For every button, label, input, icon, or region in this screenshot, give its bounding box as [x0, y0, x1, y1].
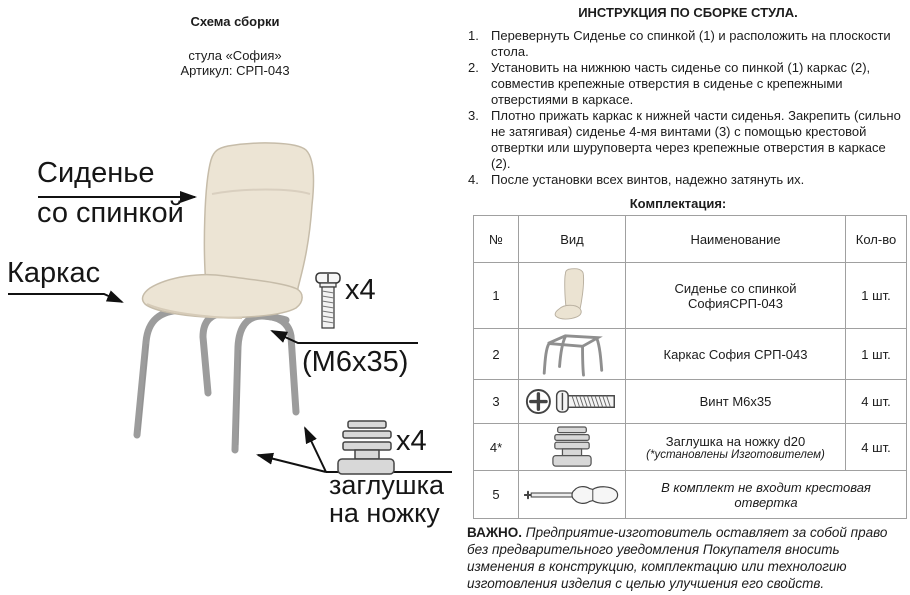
label-seat-line2: со спинкой [37, 197, 184, 229]
label-plug-qty: х4 [396, 425, 427, 457]
instruction-text: Перевернуть Сиденье со спинкой (1) и расположить на плоскости стола. [491, 28, 891, 59]
important-label: ВАЖНО. [467, 525, 523, 540]
row-name: Заглушка на ножку d20 [665, 433, 806, 449]
row-num: 1 [474, 263, 519, 329]
important-note [467, 524, 909, 592]
leg-plug-icon [550, 426, 594, 468]
table-row [474, 263, 907, 329]
row-num: 5 [474, 471, 519, 519]
instruction-item [468, 108, 908, 172]
row-qty: 4 шт. [846, 380, 907, 424]
table-row [474, 471, 907, 519]
table-row [474, 424, 907, 471]
label-frame: Каркас [7, 257, 101, 289]
row-name: Сиденье со спинкой [674, 280, 797, 296]
row-name-cell [626, 380, 846, 424]
seat-with-back-icon [553, 266, 591, 326]
label-screw-qty: х4 [345, 274, 376, 306]
row-num: 4* [474, 424, 519, 471]
frame-icon [536, 331, 608, 377]
parts-table-header-row [474, 216, 907, 263]
leg-plug-icon [338, 421, 394, 474]
screw-icon [524, 387, 620, 417]
row-num: 2 [474, 329, 519, 380]
instruction-text: После установки всех винтов, надежно затянуть их. [491, 172, 805, 187]
plug-callout-arrow-2 [258, 455, 326, 472]
row-name2: СофияСРП-043 [687, 295, 784, 311]
assembly-instructions [468, 5, 908, 188]
row-view [519, 329, 626, 380]
frame-callout-line [8, 294, 122, 302]
screwdriver-icon [524, 483, 620, 507]
header-qty: Кол-во [846, 216, 907, 263]
instruction-number: 2. [468, 60, 479, 75]
instruction-item [468, 60, 908, 108]
instruction-item [468, 28, 908, 60]
table-row [474, 380, 907, 424]
instruction-number: 3. [468, 108, 479, 123]
scheme-subtitle-article: Артикул: СРП-043 [180, 63, 290, 78]
row-view [519, 380, 626, 424]
important-text: Предприятие-изготовитель оставляет за собой право без предварительного уведомления Покупателя вносить изменения в конструкцию, комплектацию или технологию изготовления изделия с целью улучшения его свойств. [467, 525, 888, 591]
row-name-cell [626, 329, 846, 380]
instruction-number: 1. [468, 28, 479, 43]
scheme-title: Схема сборки [190, 14, 280, 29]
header-name: Наименование [626, 216, 846, 263]
row-num: 3 [474, 380, 519, 424]
frame-highlight [140, 344, 240, 445]
parts-table [473, 215, 907, 519]
instruction-number: 4. [468, 172, 479, 187]
screw-m6x35-icon [316, 273, 340, 328]
instructions-title: ИНСТРУКЦИЯ ПО СБОРКЕ СТУЛА. [578, 5, 798, 20]
row-name-cell [626, 263, 846, 329]
label-plug-line1: заглушка [329, 470, 444, 500]
row-qty: 4 шт. [846, 424, 907, 471]
header-view: Вид [519, 216, 626, 263]
row-name2: (*установлены Изготовителем) [646, 448, 825, 461]
header-num: № [474, 216, 519, 263]
instruction-text: Плотно прижать каркас к нижней части сиденья. Закрепить (сильно не затягивая) сиденье 4-мя винтами (3) с помощью крестовой отвертки или шуруповерта через крепежные отверстия в каркасе (2). [491, 108, 901, 171]
row-view [519, 424, 626, 471]
row-name: Каркас София СРП-043 [663, 346, 808, 362]
parts-table-title: Комплектация: [629, 196, 727, 211]
row-name-cell [626, 424, 846, 471]
row-name: В комплект не входит крестовая отвертка [626, 471, 907, 519]
row-view [519, 263, 626, 329]
row-name: Винт М6х35 [699, 394, 772, 409]
instruction-item [468, 172, 908, 188]
table-row [474, 329, 907, 380]
plug-callout-arrow-1 [305, 428, 326, 472]
row-qty: 1 шт. [846, 329, 907, 380]
label-screw-size: (М6х35) [302, 346, 409, 378]
instruction-text: Установить на нижнюю часть сиденье со пинкой (1) каркас (2), совместив крепежные отверстия в сиденье с крепежными отверстиями в каркасе. [491, 60, 871, 107]
scheme-header [0, 14, 470, 78]
row-view [519, 471, 626, 519]
label-plug-line2: на ножку [329, 498, 440, 528]
label-seat-line1: Сиденье [37, 157, 155, 189]
scheme-subtitle-model: стула «София» [188, 48, 282, 63]
row-qty: 1 шт. [846, 263, 907, 329]
